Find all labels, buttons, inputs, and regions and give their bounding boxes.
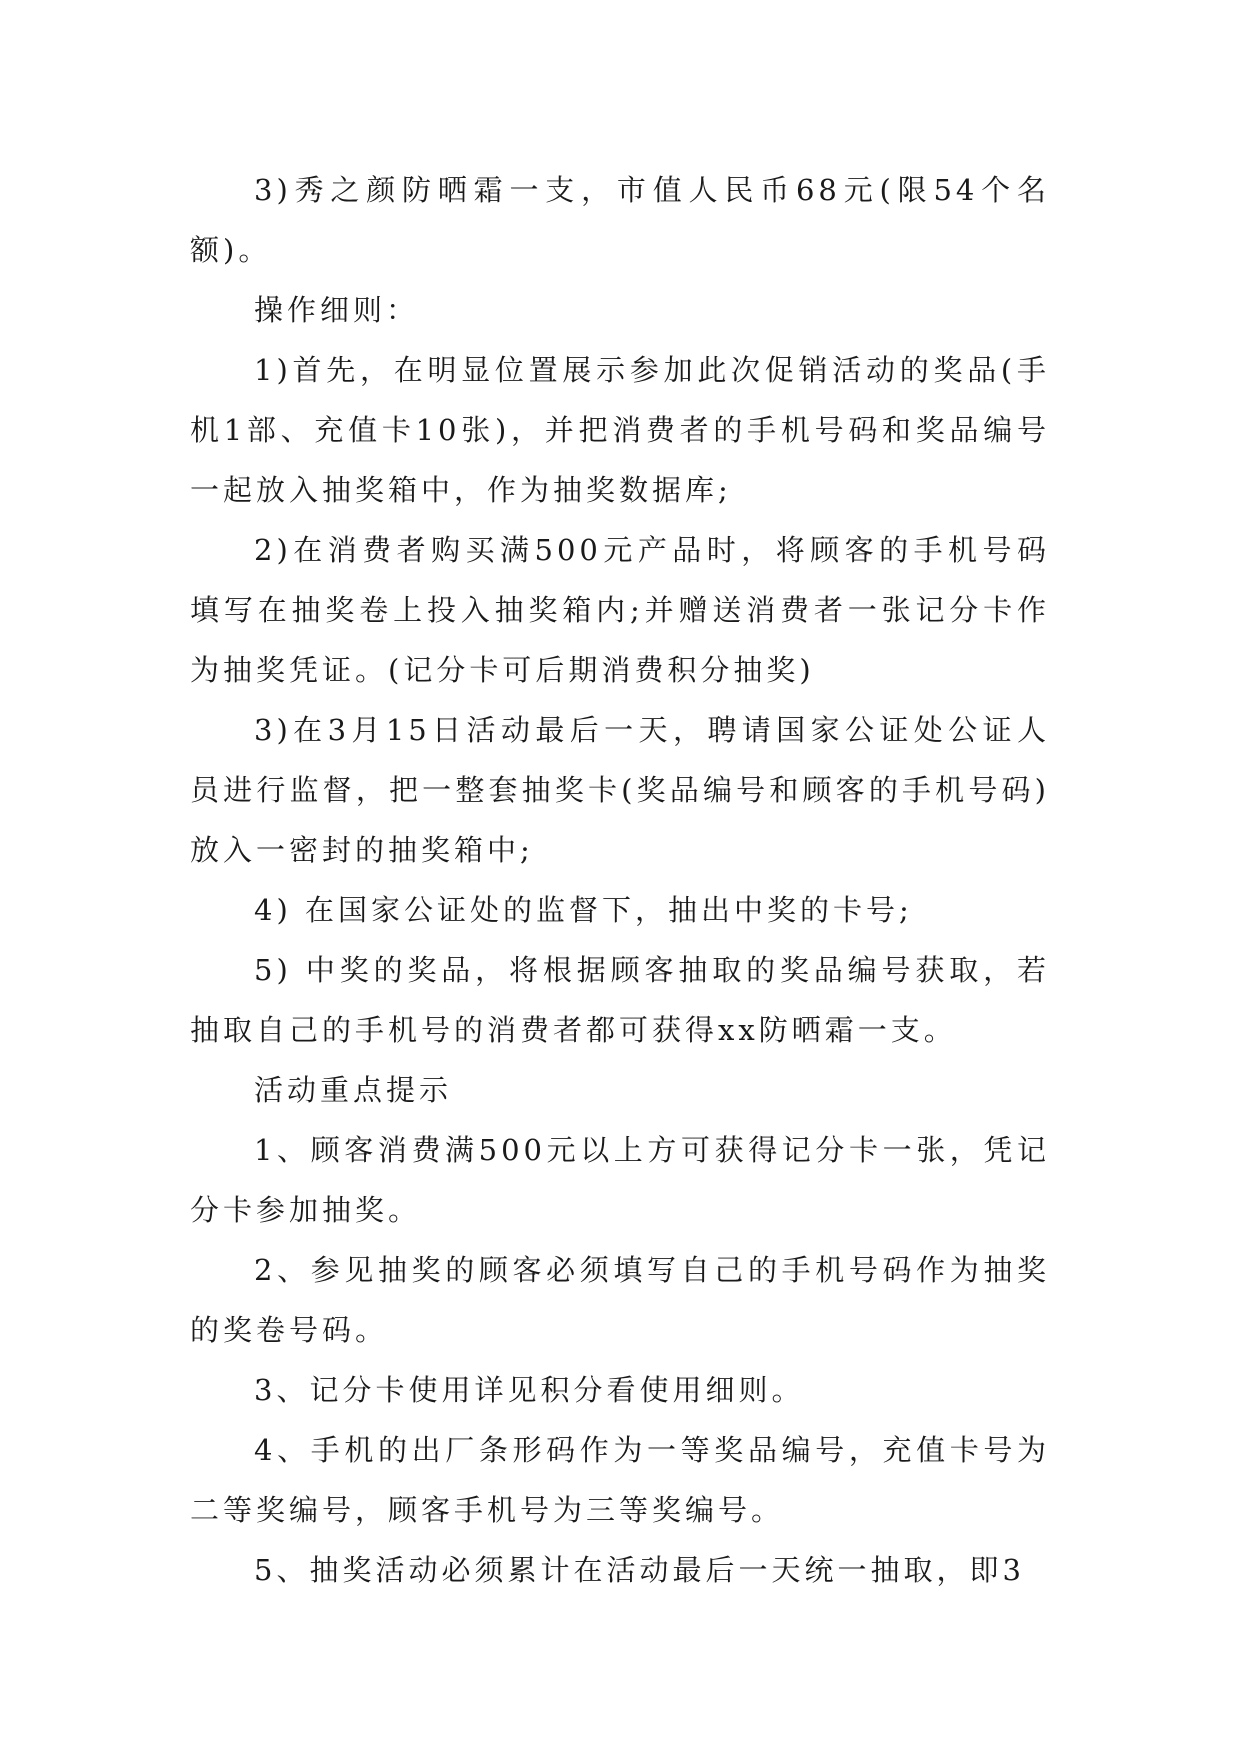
paragraph-tip-1: 1、顾客消费满500元以上方可获得记分卡一张，凭记分卡参加抽奖。 bbox=[190, 1133, 1050, 1227]
paragraph-tip-5: 5、抽奖活动必须累计在活动最后一天统一抽取，即3 bbox=[254, 1553, 1025, 1587]
paragraph-rule-2: 2)在消费者购买满500元产品时，将顾客的手机号码填写在抽奖卷上投入抽奖箱内;并赠送消费者一张记分卡作为抽奖凭证。(记分卡可后期消费积分抽奖) bbox=[190, 533, 1050, 687]
paragraph-tip-3: 3、记分卡使用详见积分看使用细则。 bbox=[254, 1373, 805, 1407]
paragraph-tip-2: 2、参见抽奖的顾客必须填写自己的手机号码作为抽奖的奖卷号码。 bbox=[190, 1253, 1050, 1347]
paragraph-tip-4: 4、手机的出厂条形码作为一等奖品编号，充值卡号为二等奖编号，顾客手机号为三等奖编号。 bbox=[190, 1433, 1050, 1527]
heading-operation-rules: 操作细则： bbox=[254, 293, 420, 327]
paragraph-rule-4: 4) 在国家公证处的监督下，抽出中奖的卡号; bbox=[254, 893, 913, 927]
paragraph-rule-5: 5) 中奖的奖品，将根据顾客抽取的奖品编号获取，若抽取自己的手机号的消费者都可获得xx防晒霜一支。 bbox=[190, 953, 1050, 1047]
heading-key-tips: 活动重点提示 bbox=[254, 1073, 453, 1107]
paragraph-rule-1: 1)首先，在明显位置展示参加此次促销活动的奖品(手机1部、充值卡10张)，并把消费者的手机号码和奖品编号一起放入抽奖箱中，作为抽奖数据库; bbox=[190, 353, 1050, 507]
paragraph-prize-3: 3)秀之颜防晒霜一支，市值人民币68元(限54个名额)。 bbox=[190, 173, 1050, 267]
document-body bbox=[190, 160, 1050, 1600]
paragraph-rule-3: 3)在3月15日活动最后一天，聘请国家公证处公证人员进行监督，把一整套抽奖卡(奖品编号和顾客的手机号码)放入一密封的抽奖箱中; bbox=[190, 713, 1050, 867]
